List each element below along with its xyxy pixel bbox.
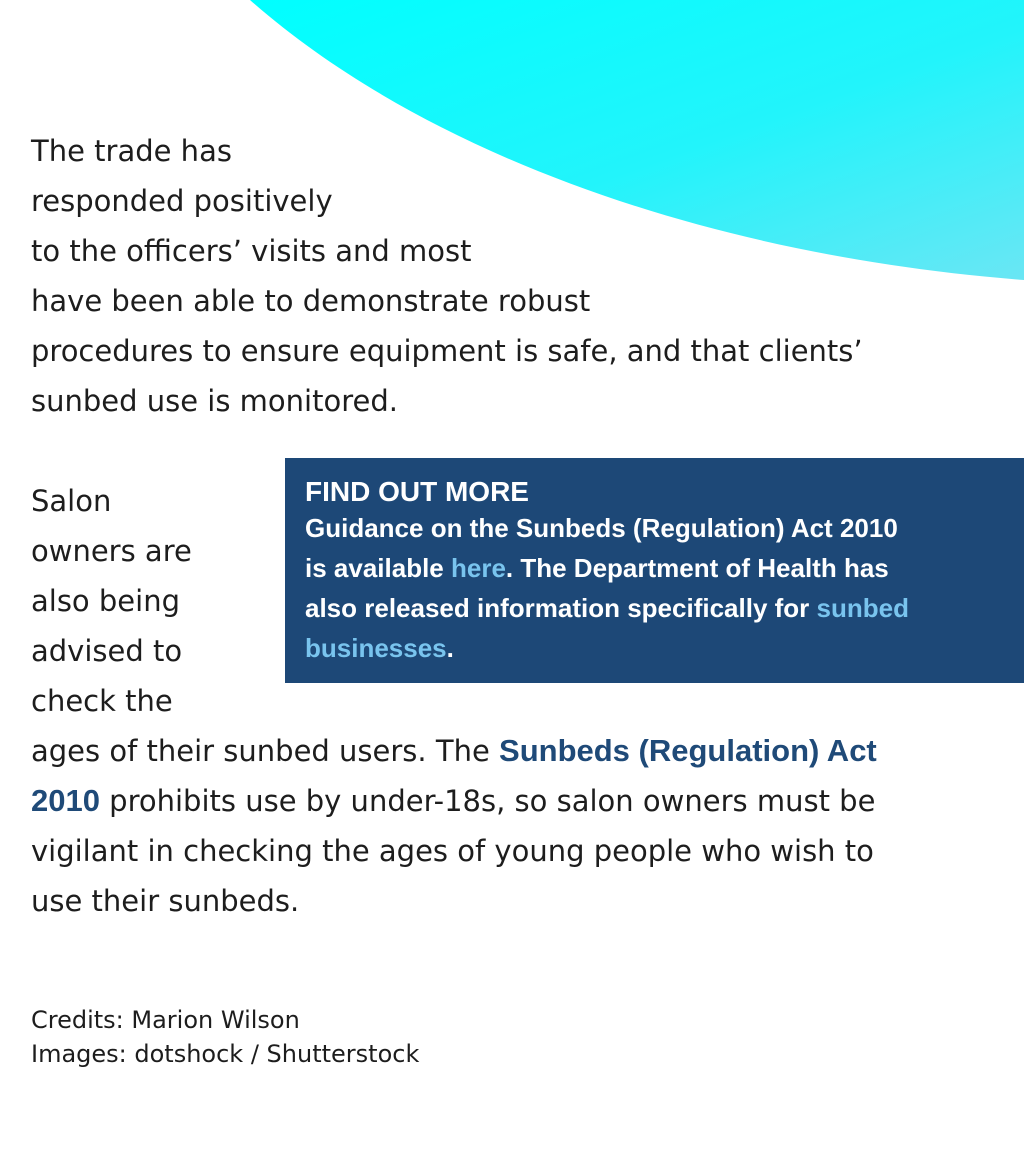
salon-line: 2010 prohibits use by under-18s, so salon owners must be	[31, 783, 876, 818]
sunbeds-act-link[interactable]: Sunbeds (Regulation) Act	[499, 733, 877, 768]
find-out-more-line: also released information specifically for sunbed	[305, 593, 909, 623]
salon-line: owners are	[31, 534, 192, 568]
sunbed-businesses-link-cont[interactable]: businesses	[305, 633, 447, 663]
intro-line: to the officers’ visits and most	[31, 234, 472, 268]
salon-line: advised to	[31, 634, 183, 668]
salon-line: vigilant in checking the ages of young people who wish to	[31, 834, 874, 868]
sunbed-businesses-link[interactable]: sunbed	[816, 593, 909, 623]
credits-author: Credits: Marion Wilson	[31, 1006, 300, 1034]
salon-line: check the	[31, 684, 173, 718]
find-out-more-line: is available here. The Department of Health has	[305, 553, 889, 583]
salon-line: use their sunbeds.	[31, 884, 300, 918]
salon-line: Salon	[31, 484, 112, 518]
sunbeds-act-link-year[interactable]: 2010	[31, 783, 100, 818]
intro-line: sunbed use is monitored.	[31, 384, 398, 418]
credits-images: Images: dotshock / Shutterstock	[31, 1040, 420, 1068]
guidance-here-link[interactable]: here	[450, 553, 506, 583]
salon-line: also being	[31, 584, 180, 618]
intro-line: The trade has	[31, 134, 232, 168]
intro-line: procedures to ensure equipment is safe, and that clients’	[31, 334, 863, 368]
intro-line: have been able to demonstrate robust	[31, 284, 591, 318]
intro-line: responded positively	[31, 184, 333, 218]
salon-line: ages of their sunbed users. The Sunbeds (Regulation) Act	[31, 733, 877, 768]
find-out-more-title: FIND OUT MORE	[305, 476, 529, 507]
find-out-more-line: Guidance on the Sunbeds (Regulation) Act 2010	[305, 513, 898, 543]
find-out-more-line: businesses.	[305, 633, 454, 663]
find-out-more-box	[285, 458, 1024, 683]
